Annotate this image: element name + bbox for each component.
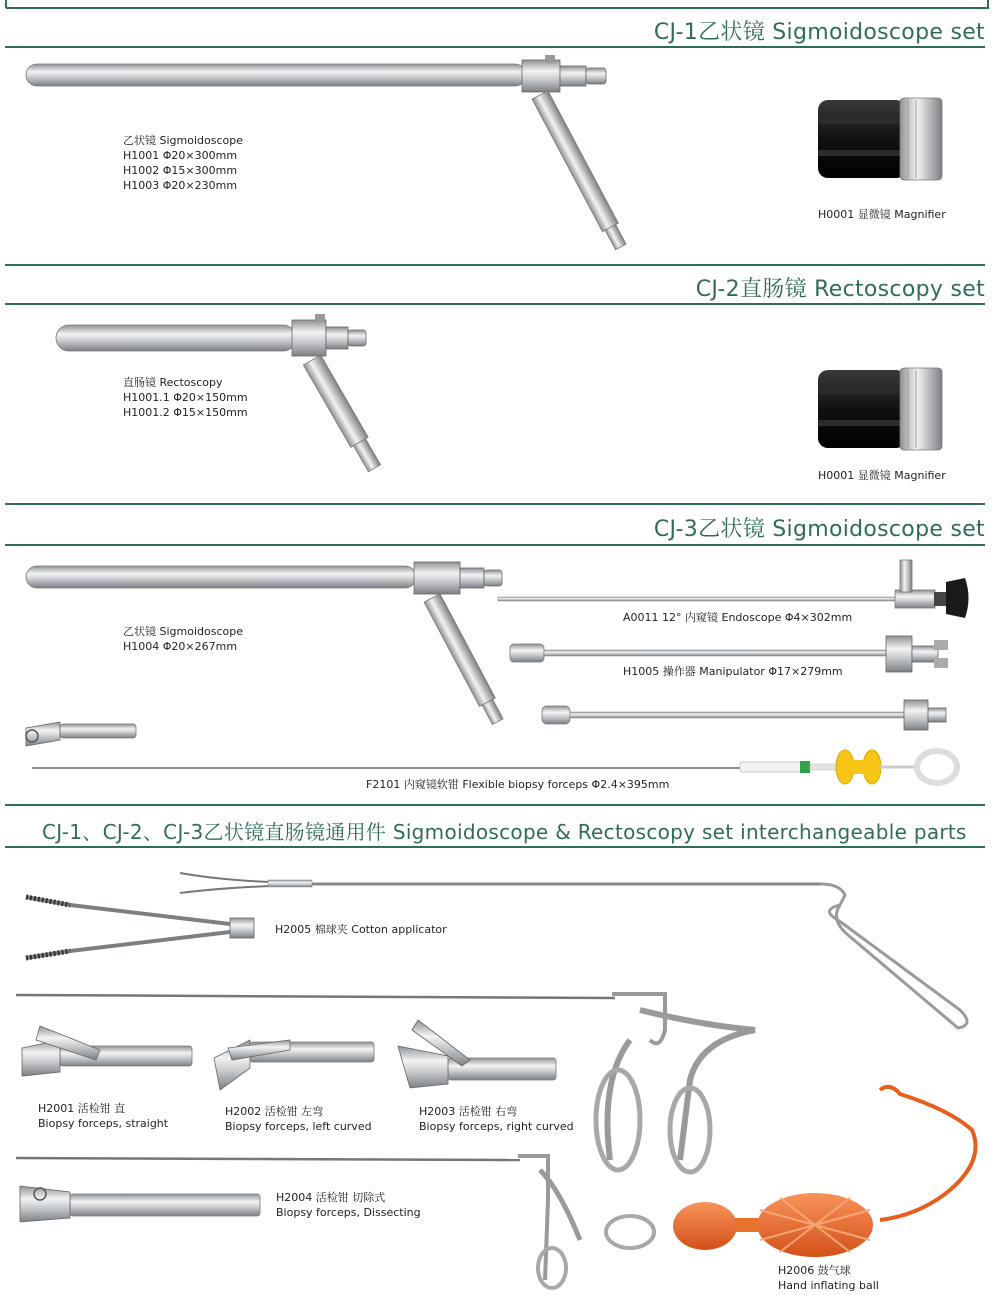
cj3-forceps-caption: F2101 内窥镜软钳 Flexible biopsy forceps Φ2.4×395mm xyxy=(366,778,670,791)
section-title-interchangeable-parts: CJ-1、CJ-2、CJ-3乙状镜直肠镜通用件 Sigmoidoscope & Rectoscopy set interchangeable parts xyxy=(42,820,967,844)
section-divider xyxy=(5,846,985,848)
caption-line: H2001 活检钳 直 xyxy=(38,1102,126,1115)
cj3-third-instrument-image xyxy=(542,700,946,730)
caption-line: H2004 活检钳 切除式 xyxy=(276,1191,386,1204)
top-frame-line xyxy=(6,7,989,9)
cj1-scope-caption xyxy=(123,133,243,193)
h2001-caption xyxy=(38,1101,168,1131)
section-title-cj2: CJ-2直肠镜 Rectoscopy set xyxy=(695,277,985,302)
cj3-jaw-closeup-image xyxy=(26,722,136,746)
h2003-jaw-image xyxy=(398,1020,556,1088)
section-divider xyxy=(5,303,985,305)
h2002-caption xyxy=(225,1104,372,1134)
h2004-caption xyxy=(276,1190,421,1220)
caption-line: H1001 Φ20×300mm xyxy=(123,149,238,162)
h2006-inflating-ball-image xyxy=(673,1087,976,1257)
caption-line: H1001.2 Φ15×150mm xyxy=(123,406,248,419)
section-divider xyxy=(5,264,985,266)
caption-line: Biopsy forceps, left curved xyxy=(225,1120,372,1133)
caption-line: H2003 活检钳 右弯 xyxy=(419,1105,518,1118)
cj3-scope-caption xyxy=(123,624,243,654)
long-forceps-image xyxy=(16,994,755,1172)
caption-line: Biopsy forceps, Dissecting xyxy=(276,1206,421,1219)
h2004-jaw-image xyxy=(20,1186,260,1222)
cj1-magnifier-caption: H0001 显微镜 Magnifier xyxy=(818,208,946,221)
section-divider xyxy=(5,804,985,806)
caption-line: H2002 活检钳 左弯 xyxy=(225,1105,324,1118)
caption-line: H1001.1 Φ20×150mm xyxy=(123,391,248,404)
section-divider xyxy=(5,46,985,48)
h2003-caption xyxy=(419,1104,574,1134)
caption-line: H2006 鼓气球 xyxy=(778,1264,851,1277)
cj1-magnifier-image xyxy=(818,98,942,180)
caption-line: H1003 Φ20×230mm xyxy=(123,179,238,192)
cj3-endoscope-caption: A0011 12° 内窥镜 Endoscope Φ4×302mm xyxy=(623,611,853,624)
h2006-caption xyxy=(778,1263,879,1293)
h2002-jaw-image xyxy=(214,1040,374,1090)
h2001-jaw-image xyxy=(22,1026,192,1076)
caption-line: 直肠镜 Rectoscopy xyxy=(123,376,223,389)
cj2-magnifier-caption: H0001 显微镜 Magnifier xyxy=(818,469,946,482)
cotton-applicator-image xyxy=(180,873,967,1028)
cj2-magnifier-image xyxy=(818,368,942,450)
cotton-applicator-caption: H2005 棉球夹 Cotton applicator xyxy=(275,923,447,936)
section-title-cj1: CJ-1乙状镜 Sigmoidoscope set xyxy=(653,20,985,45)
cj2-scope-caption xyxy=(123,375,248,420)
serrated-forceps-image xyxy=(26,897,254,958)
caption-line: 乙状镜 Sigmoidoscope xyxy=(123,625,243,638)
cj1-sigmoidoscope-image xyxy=(26,55,629,251)
cj3-sigmoidoscope-image xyxy=(26,562,506,726)
cj3-manipulator-caption: H1005 操作器 Manipulator Φ17×279mm xyxy=(623,665,843,678)
caption-line: 乙状镜 Sigmoidoscope xyxy=(123,134,243,147)
caption-line: H1002 Φ15×300mm xyxy=(123,164,238,177)
section-divider xyxy=(5,503,985,505)
caption-line: Biopsy forceps, right curved xyxy=(419,1120,574,1133)
section-title-cj3: CJ-3乙状镜 Sigmoidoscope set xyxy=(653,517,985,542)
caption-line: Hand inflating ball xyxy=(778,1279,879,1292)
section-divider xyxy=(5,544,985,546)
caption-line: Biopsy forceps, straight xyxy=(38,1117,169,1130)
h2004-long-forceps-image xyxy=(16,1156,654,1288)
caption-line: H1004 Φ20×267mm xyxy=(123,640,238,653)
